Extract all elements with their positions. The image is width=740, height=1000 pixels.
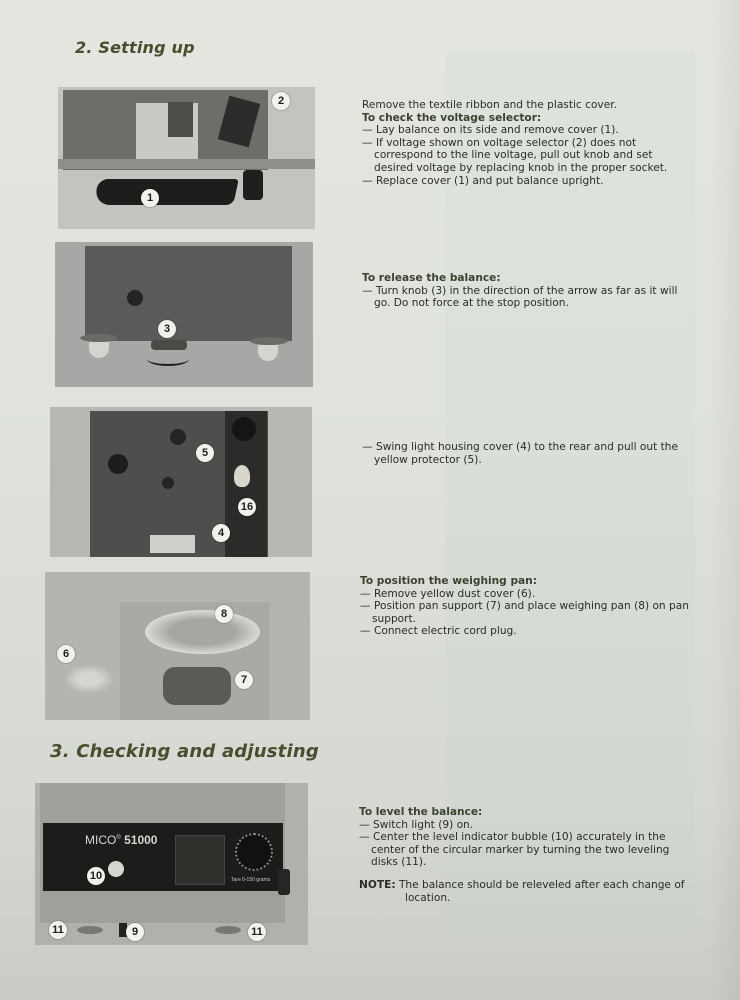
step-item: — Center the level indicator bubble (10) accurately in the center of the circular marker by turning the two leveling disks (11). (359, 831, 699, 869)
step-item: — Connect electric cord plug. (360, 625, 692, 638)
callout-8: 8 (215, 605, 233, 623)
balance-rear-panel (85, 246, 292, 341)
tare-dial (235, 833, 273, 871)
right-leveling-disk (215, 926, 241, 934)
step-level-text (359, 806, 699, 904)
step-heading: To level the balance: (359, 806, 483, 818)
step-release-text (362, 272, 692, 310)
internal-coil (168, 102, 193, 137)
tare-knob (278, 869, 290, 895)
brand-mark: ® (116, 835, 121, 841)
section-title-checking-adjusting: 3. Checking and adjusting (50, 741, 319, 762)
left-foot-stem (89, 342, 109, 358)
release-knob (151, 340, 187, 350)
selector-knob (243, 170, 263, 200)
balance-base-edge (58, 159, 315, 169)
rotation-arrow-icon (147, 352, 189, 366)
note-text: The balance should be releveled after each change of location. (398, 878, 685, 904)
weighing-pan (145, 610, 260, 654)
step-item: — Replace cover (1) and put balance upright. (362, 175, 692, 188)
section-title-setting-up: 2. Setting up (75, 38, 195, 57)
callout-16: 16 (238, 498, 256, 516)
photo-weighing-pan (45, 572, 310, 720)
step-weighing-pan-text (360, 575, 692, 638)
model-number: 51000 (124, 833, 158, 847)
step-item: — Switch light (9) on. (359, 819, 699, 832)
right-foot-stem (258, 345, 278, 361)
step-item: — Turn knob (3) in the direction of the arrow as far as it will go. Do not force at the stop position. (362, 285, 692, 310)
port-1 (108, 454, 128, 474)
step-voltage-selector-text (362, 99, 692, 187)
photo-front-panel (35, 783, 308, 945)
step-item: — If voltage shown on voltage selector (2) does not correspond to the line voltage, pull out knob and set desired voltage by replacing knob in the proper socket. (362, 137, 692, 175)
dust-cover (63, 664, 115, 694)
step-item: — Swing light housing cover (4) to the rear and pull out the yellow protector (5). (362, 441, 692, 466)
left-foot (80, 334, 118, 342)
callout-4: 4 (212, 524, 230, 542)
step-heading: To release the balance: (362, 272, 501, 284)
light-bulb (234, 465, 250, 487)
callout-11-left: 11 (49, 921, 67, 939)
label-plate (150, 535, 195, 553)
tare-label: Tare 0-150 grams (231, 877, 271, 883)
pan-support (163, 667, 231, 705)
page-edge-shadow (710, 0, 740, 1000)
note (359, 879, 699, 904)
brand-label (85, 833, 157, 847)
callout-7: 7 (235, 671, 253, 689)
callout-3: 3 (158, 320, 176, 338)
callout-1: 1 (141, 189, 159, 207)
scale-window (175, 835, 225, 885)
step-light-housing-text (362, 441, 692, 466)
photo-voltage-selector (58, 87, 315, 229)
callout-10: 10 (87, 867, 105, 885)
port-3 (162, 477, 174, 489)
step-item: — Position pan support (7) and place weighing pan (8) on pan support. (360, 600, 692, 625)
level-indicator-bubble (108, 861, 124, 877)
port-2 (170, 429, 186, 445)
yellow-protector (232, 417, 256, 441)
callout-2: 2 (272, 92, 290, 110)
step-heading: To position the weighing pan: (360, 575, 537, 587)
left-leveling-disk (77, 926, 103, 934)
step-heading: To check the voltage selector: (362, 111, 542, 124)
callout-9: 9 (126, 923, 144, 941)
callout-11-right: 11 (248, 923, 266, 941)
right-foot (250, 337, 288, 345)
note-label: NOTE: (359, 878, 396, 891)
brand-name: MICO (85, 833, 117, 847)
step-item: — Lay balance on its side and remove cover (1). (362, 124, 692, 137)
photo-release-knob (55, 242, 313, 387)
callout-5: 5 (196, 444, 214, 462)
cover-piece (93, 179, 239, 205)
callout-6: 6 (57, 645, 75, 663)
step-item: — Remove yellow dust cover (6). (360, 588, 692, 601)
rear-port (127, 290, 143, 306)
photo-light-housing (50, 407, 312, 557)
step-intro: Remove the textile ribbon and the plastic cover. (362, 99, 617, 111)
